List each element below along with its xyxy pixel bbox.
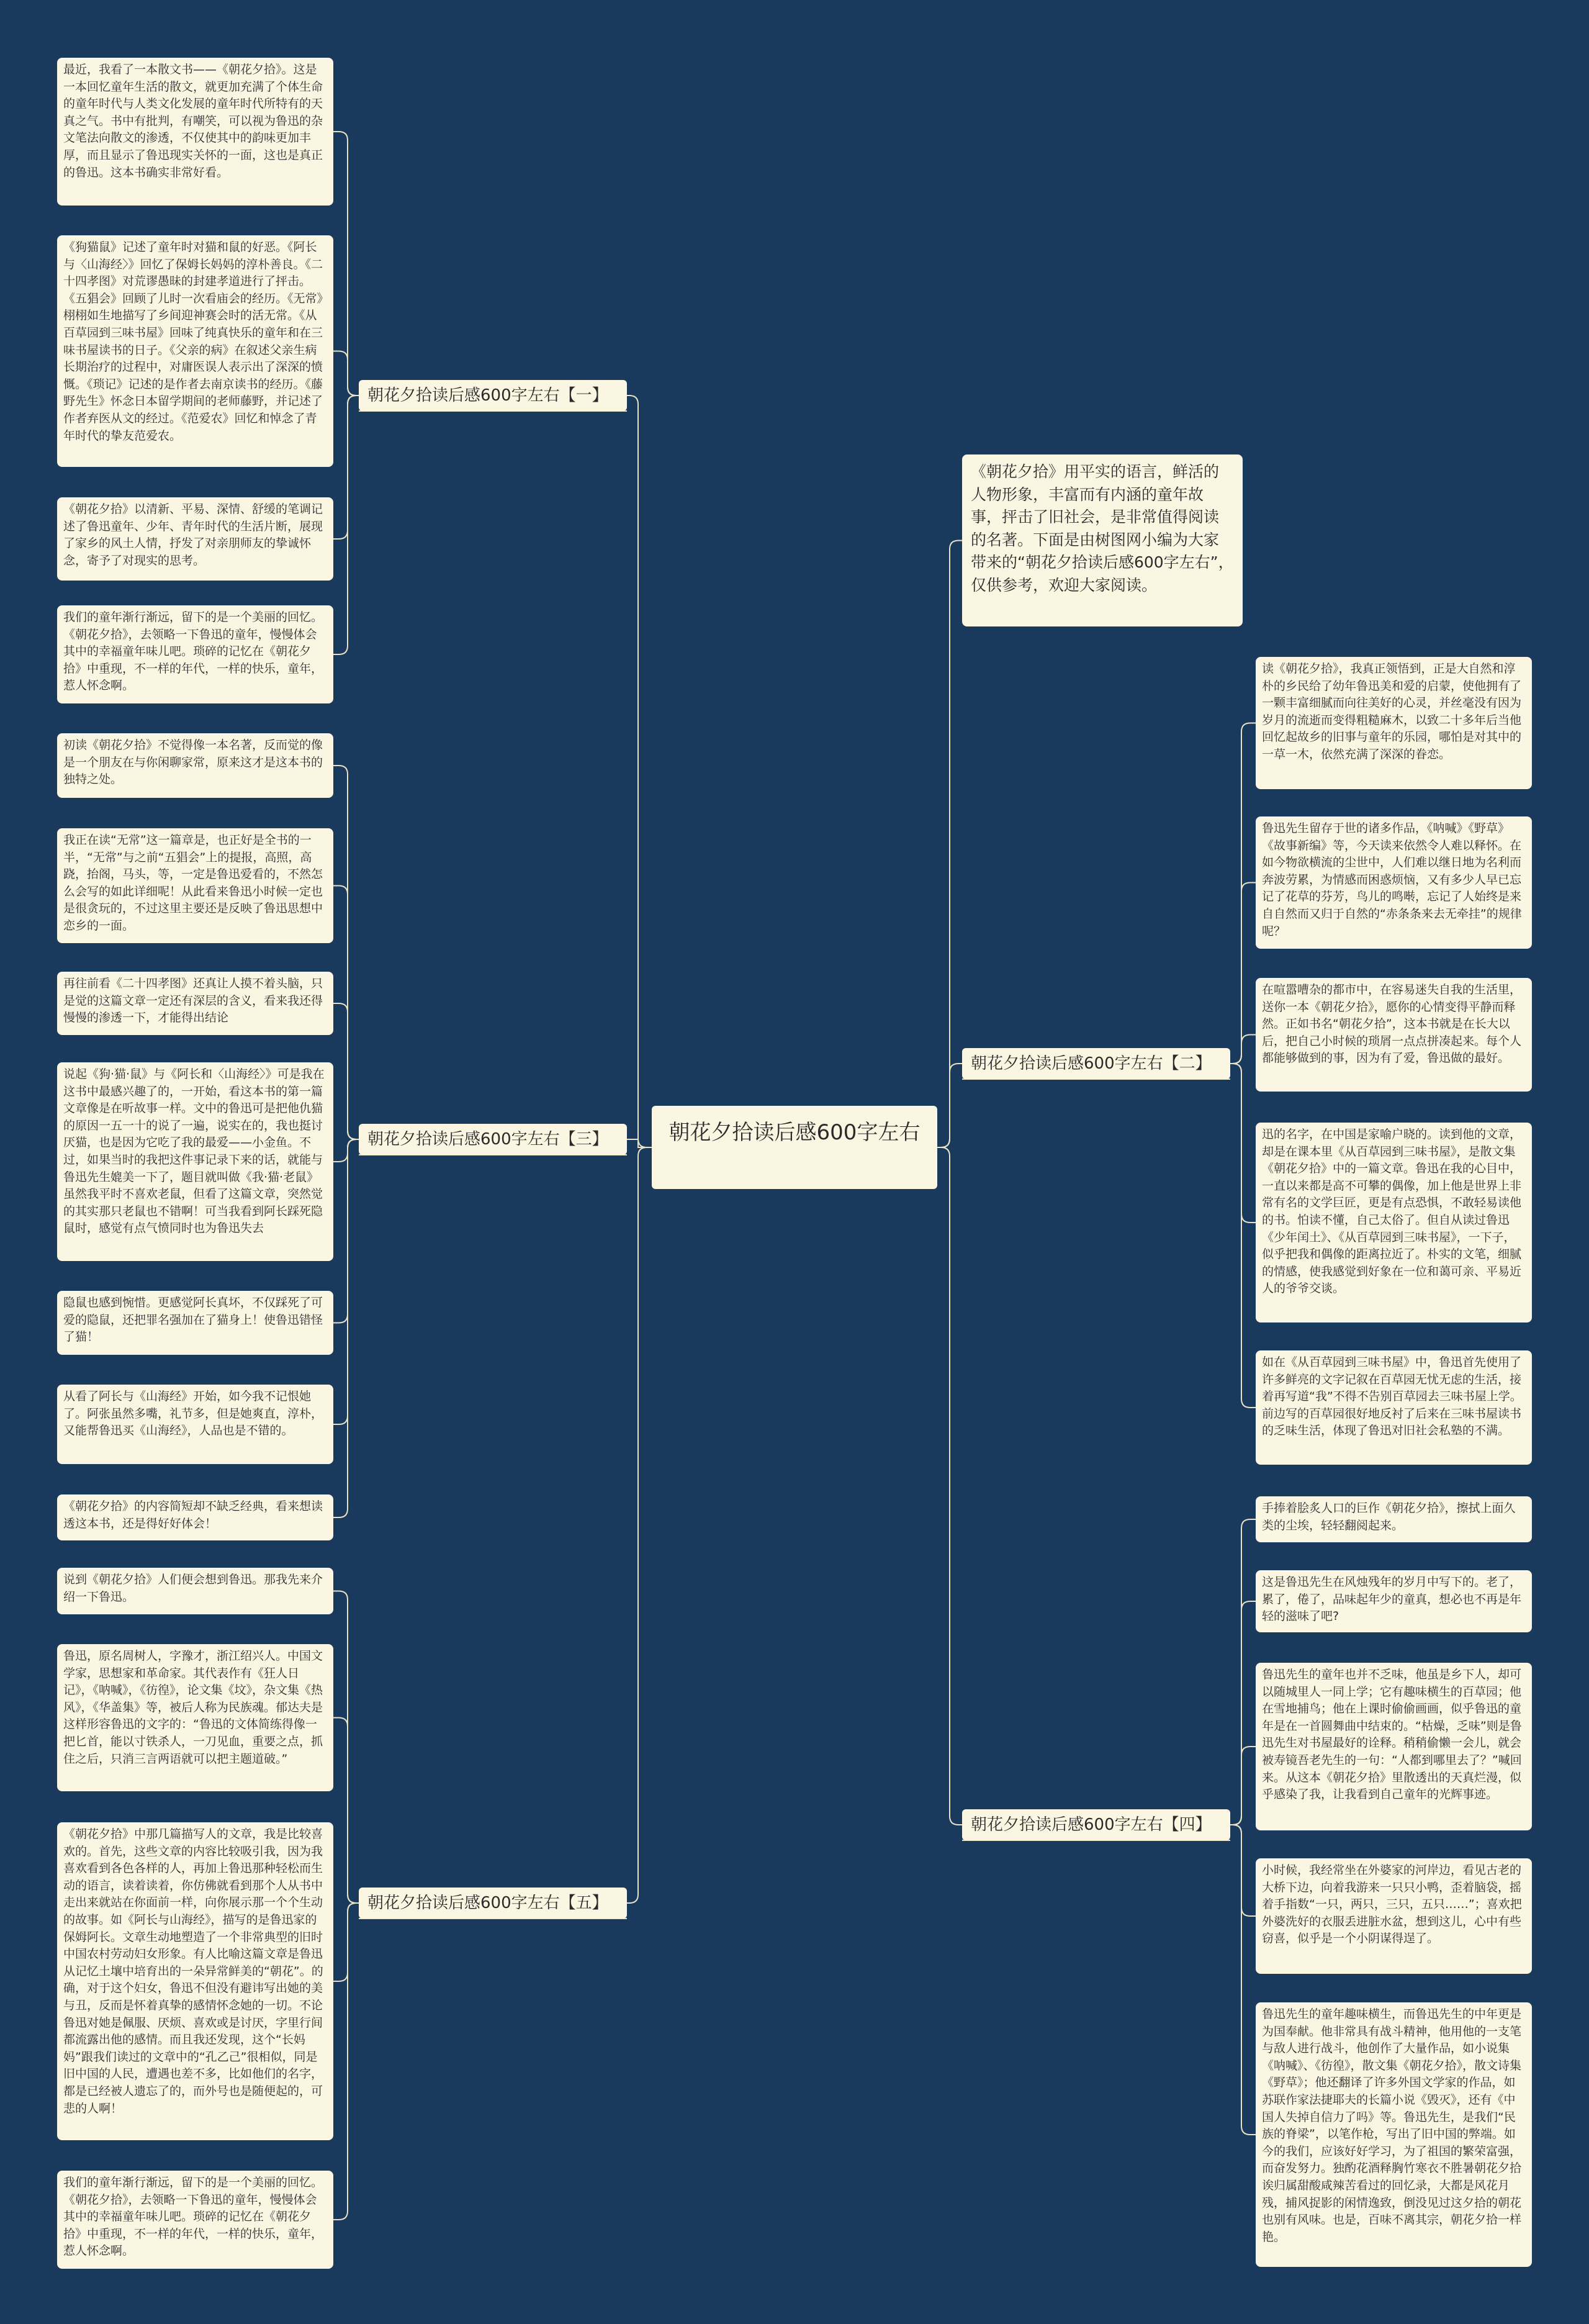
branch-3-leaf-6[interactable]: 从看了阿长与《山海经》开始，如今我不记恨她了。阿张虽然多嘴，礼节多，但是她爽直，淳朴，又能帮鲁迅买《山海经》，人品也是不错的。 <box>57 1385 333 1464</box>
branch-4[interactable]: 朝花夕拾读后感600字左右【四】 <box>962 1809 1230 1840</box>
connector-branch-5-leaf-2 <box>333 1718 359 1904</box>
branch-1-leaf-1[interactable]: 最近，我看了一本散文书——《朝花夕拾》。这是一本回忆童年生活的散文，就更加充满了个体生命的童年时代与人类文化发展的童年时代所特有的天真之气。书中有批判，有嘲笑，可以视为鲁迅的杂文笔法向散文的渗透，不仅使其中的韵味更加丰厚，而且显示了鲁迅现实关怀的一面，这也是真正的鲁迅。这本书确实非常好看。 <box>57 58 333 206</box>
branch-3-leaf-7[interactable]: 《朝花夕拾》的内容简短却不缺乏经典，看来想读透这本书，还是得好好体会！ <box>57 1494 333 1540</box>
connector-branch-3-leaf-4 <box>333 1139 359 1162</box>
connector-branch-5-leaf-3 <box>333 1903 359 1981</box>
connector-branch-1-leaf-3 <box>333 396 359 539</box>
connector-branch-1-leaf-1 <box>333 132 359 396</box>
branch-5-leaf-4[interactable]: 我们的童年渐行渐远，留下的是一个美丽的回忆。《朝花夕拾》，去领略一下鲁迅的童年，慢慢体会其中的幸福童年味儿吧。琐碎的记忆在《朝花夕拾》中重现，不一样的年代，一样的快乐，童年，惹人怀念啊。 <box>57 2171 333 2269</box>
connector-branch-5-leaf-4 <box>333 1903 359 2220</box>
connector-branch-3-leaf-5 <box>333 1139 359 1323</box>
branch-4-leaf-4[interactable]: 小时候，我经常坐在外婆家的河岸边，看见古老的大桥下边，向着我游来一只只小鸭，歪着脑袋，摇着手指数“一只，两只，三只，五只……”；喜欢把外婆洗好的衣服丢进脏水盆，想到这儿，心中有些窃喜，似乎是一个小阴谋得逞了。 <box>1256 1858 1532 1974</box>
branch-5-leaf-2[interactable]: 鲁迅，原名周树人，字豫才，浙江绍兴人。中国文学家，思想家和革命家。其代表作有《狂人日记》，《呐喊》，《彷徨》，论文集《坟》，杂文集《热风》，《华盖集》等，被后人称为民族魂。郁达夫是这样形容鲁迅的文字的：“鲁迅的文体简练得像一把匕首，能以寸铁杀人，一刀见血，重要之点，抓住之后，只消三言两语就可以把主题道破。” <box>57 1644 333 1791</box>
branch-3[interactable]: 朝花夕拾读后感600字左右【三】 <box>359 1124 627 1155</box>
branch-2-leaf-5[interactable]: 如在《从百草园到三味书屋》中，鲁迅首先使用了许多鲜亮的文字记叙在百草园无忧无虑的生活，接着再写道“我”不得不告别百草园去三味书屋上学。前边写的百草园很好地反衬了后来在三味书屋读书的乏味生活，体现了鲁迅对旧社会私塾的不满。 <box>1256 1350 1532 1465</box>
connector-branch-5-leaf-1 <box>333 1591 359 1904</box>
connector-branch-2-leaf-5 <box>1230 1064 1256 1408</box>
connector-branch-2-leaf-4 <box>1230 1064 1256 1223</box>
connector-branch-3-leaf-6 <box>333 1139 359 1424</box>
connector-root-branch-2 <box>937 1064 962 1147</box>
intro-summary[interactable]: 《朝花夕拾》用平实的语言，鲜活的人物形象，丰富而有内涵的童年故事，抨击了旧社会，是非常值得阅读的名著。下面是由树图网小编为大家带来的“朝花夕拾读后感600字左右”，仅供参考，欢迎大家阅读。 <box>962 454 1243 626</box>
branch-5-leaf-3[interactable]: 《朝花夕拾》中那几篇描写人的文章，我是比较喜欢的。首先，这些文章的内容比较吸引我，因为我喜欢看到各色各样的人，再加上鲁迅那种轻松而生动的语言，读着读着，你仿佛就看到那个人从书中走出来就站在你面前一样，向你展示那一个个生动的故事。如《阿长与山海经》，描写的是鲁迅家的保姆阿长。文章生动地塑造了一个非常典型的旧时中国农村劳动妇女形象。有人比喻这篇文章是鲁迅从记忆土壤中培育出的一朵异常鲜美的“朝花”。的确，对于这个妇女，鲁迅不但没有避讳写出她的美与丑，反而是怀着真挚的感情怀念她的一切。不论鲁迅对她是佩服、厌烦、喜欢或是讨厌，字里行间都流露出他的感情。而且我还发现，这个“长妈妈”跟我们读过的文章中的“孔乙己”很相似，同是旧中国的人民，遭遇也差不多，比如他们的名字，都是已经被人遗忘了的，而外号也是随便起的，可悲的人啊！ <box>57 1822 333 2140</box>
branch-2-leaf-4[interactable]: 迅的名字，在中国是家喻户晓的。读到他的文章，却是在课本里《从百草园到三味书屋》，是散文集《朝花夕拾》中的一篇文章。鲁迅在我的心目中，一直以来都是高不可攀的偶像，加上他是世界上非常有名的文学巨匠，更是有点恐惧，不敢轻易读他的书。怕读不懂，自己太俗了。但自从读过鲁迅《少年闰土》、《从百草园到三味书屋》，一下子，似乎把我和偶像的距离拉近了。朴实的文笔，细腻的情感，使我感觉到好象在一位和蔼可亲、平易近人的爷爷交谈。 <box>1256 1123 1532 1323</box>
branch-1-leaf-2[interactable]: 《狗猫鼠》记述了童年时对猫和鼠的好恶。《阿长与〈山海经〉》回忆了保姆长妈妈的淳朴善良。《二十四孝图》对荒谬愚昧的封建孝道进行了抨击。《五猖会》回顾了儿时一次看庙会的经历。《无常》栩栩如生地描写了乡间迎神赛会时的活无常。《从百草园到三味书屋》回味了纯真快乐的童年和在三味书屋读书的日子。《父亲的病》在叙述父亲生病长期治疗的过程中，对庸医误人表示出了深深的愤慨。《琐记》记述的是作者去南京读书的经历。《藤野先生》怀念日本留学期间的老师藤野，并记述了作者弃医从文的经过。《范爱农》回忆和悼念了青年时代的挚友范爱农。 <box>57 235 333 467</box>
root-topic[interactable]: 朝花夕拾读后感600字左右 <box>652 1106 937 1189</box>
branch-5-leaf-1[interactable]: 说到《朝花夕拾》人们便会想到鲁迅。那我先来介绍一下鲁迅。 <box>57 1568 333 1614</box>
connector-branch-3-leaf-3 <box>333 1003 359 1139</box>
connector-root-branch-5 <box>627 1147 652 1903</box>
branch-3-leaf-4[interactable]: 说起《狗·猫·鼠》与《阿长和〈山海经〉》可是我在这书中最感兴趣了的，一开始，看这本书的第一篇文章像是在听故事一样。文中的鲁迅可是把他仇猫的原因一五一十的说了一遍，说实在的，我也挺讨厌猫，也是因为它吃了我的最爱——小金鱼。不过，如果当时的我把这件事记录下来的话，就能与鲁迅先生媲美一下了，题目就叫做《我·猫·老鼠》虽然我平时不喜欢老鼠，但看了这篇文章，突然觉的其实那只老鼠也不错啊！可当我看到阿长踩死隐鼠时，感觉有点气愤同时也为鲁迅失去 <box>57 1062 333 1261</box>
branch-2-leaf-3[interactable]: 在喧嚣嘈杂的都市中，在容易迷失自我的生活里，送你一本《朝花夕拾》，愿你的心情变得平静而释然。正如书名“朝花夕拾”，这本书就是在长大以后，把自己小时候的琐屑一点点拼凑起来。每个人都能够做到的事，因为有了爱，鲁迅做的最好。 <box>1256 978 1532 1092</box>
connector-branch-4-leaf-2 <box>1230 1601 1256 1825</box>
connector-branch-3-leaf-7 <box>333 1139 359 1517</box>
connector-branch-4-leaf-3 <box>1230 1747 1256 1825</box>
branch-2-leaf-1[interactable]: 读《朝花夕拾》，我真正领悟到，正是大自然和淳朴的乡民给了幼年鲁迅美和爱的启蒙，使他拥有了一颗丰富细腻而向往美好的心灵，并丝毫没有因为岁月的流逝而变得粗糙麻木，以致二十多年后当他回忆起故乡的旧事与童年的乐园，哪怕是对其中的一草一木，依然充满了深深的眷恋。 <box>1256 657 1532 789</box>
connector-branch-1-leaf-2 <box>333 351 359 396</box>
branch-3-leaf-1[interactable]: 初读《朝花夕拾》不觉得像一本名著，反而觉的像是一个朋友在与你闲聊家常，原来这才是这本书的独特之处。 <box>57 733 333 798</box>
branch-3-leaf-5[interactable]: 隐鼠也感到惋惜。更感觉阿长真坏，不仅踩死了可爱的隐鼠，还把罪名强加在了猫身上！使鲁迅错怪了猫！ <box>57 1291 333 1355</box>
connector-branch-4-leaf-5 <box>1230 1825 1256 2135</box>
connector-branch-4-leaf-1 <box>1230 1519 1256 1825</box>
connector-root-branch-4 <box>937 1147 962 1825</box>
connector-root-intro <box>937 541 962 1148</box>
connector-branch-3-leaf-2 <box>333 886 359 1140</box>
connector-branch-4-leaf-4 <box>1230 1825 1256 1916</box>
connector-branch-3-leaf-1 <box>333 766 359 1139</box>
branch-2-leaf-2[interactable]: 鲁迅先生留存于世的诸多作品，《呐喊》《野草》《故事新编》等，今天读来依然令人难以释怀。在如今物欲横流的尘世中，人们难以继日地为名利而奔波劳累，为情感而困惑烦恼，又有多少人早已忘记了花草的芬芳，鸟儿的鸣啭，忘记了人始终是来自自然而又归于自然的“赤条条来去无牵挂”的规律呢？ <box>1256 816 1532 949</box>
branch-1-leaf-4[interactable]: 我们的童年渐行渐远，留下的是一个美丽的回忆。《朝花夕拾》，去领略一下鲁迅的童年，慢慢体会其中的幸福童年味儿吧。琐碎的记忆在《朝花夕拾》中重现，不一样的年代，一样的快乐，童年，惹人怀念啊。 <box>57 605 333 703</box>
branch-4-leaf-1[interactable]: 手捧着脍炙人口的巨作《朝花夕拾》，擦拭上面久类的尘埃，轻轻翻阅起来。 <box>1256 1496 1532 1542</box>
connector-branch-2-leaf-1 <box>1230 723 1256 1064</box>
branch-4-leaf-2[interactable]: 这是鲁迅先生在风烛残年的岁月中写下的。老了，累了，倦了，品味起年少的童真，想必也不再是年轻的滋味了吧? <box>1256 1570 1532 1632</box>
branch-1[interactable]: 朝花夕拾读后感600字左右【一】 <box>359 380 627 411</box>
connector-branch-2-leaf-2 <box>1230 883 1256 1064</box>
branch-4-leaf-5[interactable]: 鲁迅先生的童年趣味横生，而鲁迅先生的中年更是为国奉献。他非常具有战斗精神，他用他的一支笔与敌人进行战斗，他创作了大量作品，如小说集《呐喊》、《彷徨》，散文集《朝花夕拾》，散文诗集《野草》；他还翻译了许多外国文学家的作品，如苏联作家法捷耶夫的长篇小说《毁灭》，还有《中国人失掉自信力了吗》等。鲁迅先生，是我们“民族的脊梁”，以笔作枪，写出了旧中国的弊端。如今的我们，应该好好学习，为了祖国的繁荣富强，而奋发努力。独酌花酒释胸竹寒衣不胜暑朝花夕拾诶归属甜酸咸辣苦看过的回忆录，大都是风花月残，捕风捉影的闲情逸致，倒没见过这夕拾的朝花也别有风味。也是，百味不离其宗，朝花夕拾一样艳。 <box>1256 2002 1532 2267</box>
branch-4-leaf-3[interactable]: 鲁迅先生的童年也并不乏味，他虽是乡下人，却可以随城里人一同上学；它有趣味横生的百草园；他在雪地捕鸟；他在上课时偷偷画画，似乎鲁迅的童年是在一首圆舞曲中结束的。“枯燥，乏味”则是鲁迅先生对书屋最好的诠释。稍稍偷懒一会儿，就会被寿镜吾老先生的一句：“人都到哪里去了？”喊回来。从这本《朝花夕拾》里散透出的天真烂漫，似乎感染了我，让我看到自己童年的光辉事迹。 <box>1256 1663 1532 1830</box>
branch-3-leaf-3[interactable]: 再往前看《二十四孝图》还真让人摸不着头脑，只是觉的这篇文章一定还有深层的含义，看来我还得慢慢的渗透一下，才能得出结论 <box>57 972 333 1035</box>
branch-3-leaf-2[interactable]: 我正在读“无常”这一篇章是，也正好是全书的一半，“无常”与之前“五猖会”上的提报，高照，高跷，抬阁，马头，等，一定是鲁迅爱看的，不然怎么会写的如此详细呢！从此看来鲁迅小时候一定也是很贪玩的，不过这里主要还是反映了鲁迅思想中恋乡的一面。 <box>57 828 333 943</box>
branch-5[interactable]: 朝花夕拾读后感600字左右【五】 <box>359 1888 627 1919</box>
connector-root-branch-1 <box>627 396 652 1147</box>
branch-2[interactable]: 朝花夕拾读后感600字左右【二】 <box>962 1048 1230 1079</box>
branch-1-leaf-3[interactable]: 《朝花夕拾》以清新、平易、深情、舒缓的笔调记述了鲁迅童年、少年、青年时代的生活片断，展现了家乡的风土人情，抒发了对亲朋师友的挚诚怀念，寄予了对现实的思考。 <box>57 497 333 581</box>
connector-branch-2-leaf-3 <box>1230 1035 1256 1064</box>
connector-branch-1-leaf-4 <box>333 396 359 654</box>
